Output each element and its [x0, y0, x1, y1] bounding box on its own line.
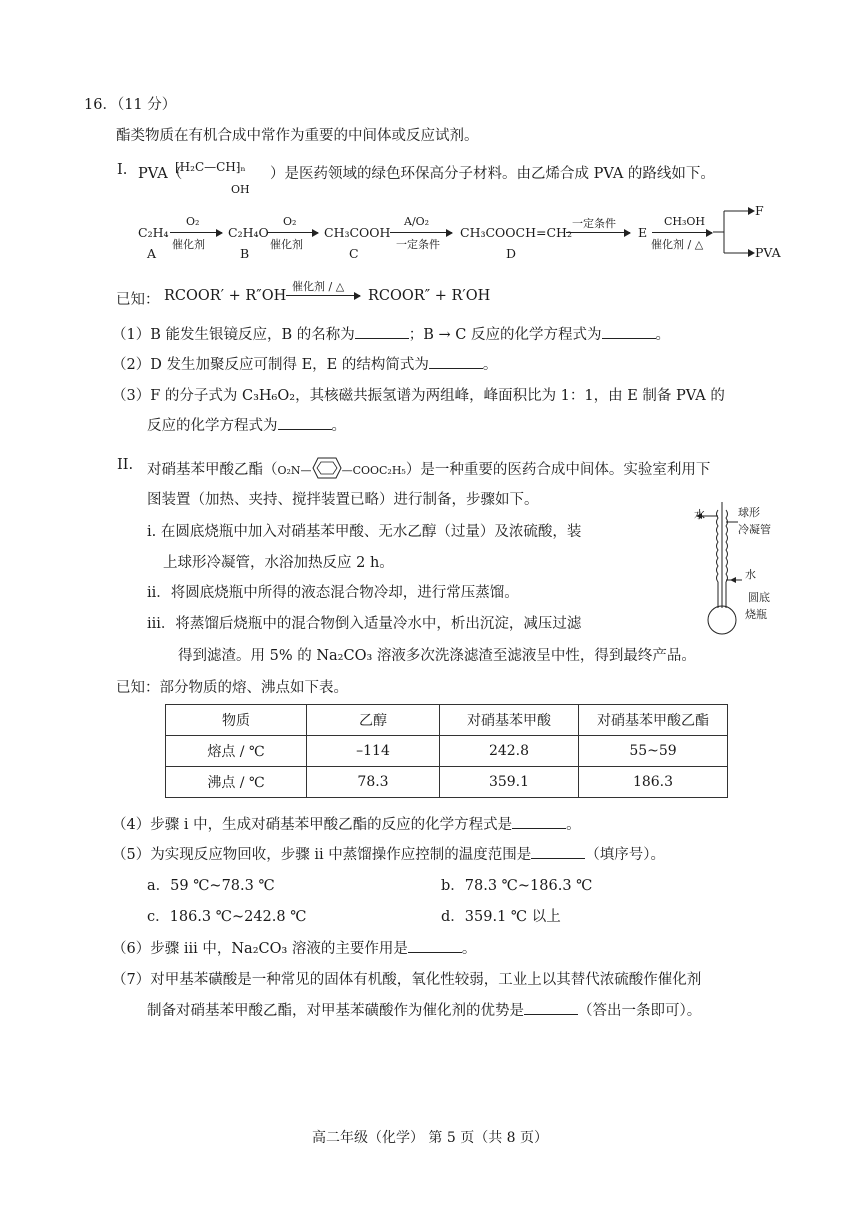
table-cell: 242.8 [440, 736, 579, 767]
q7-line1: （7）对甲基苯磺酸是一种常见的固体有机酸，氧化性较弱，工业上以其替代浓硫酸作催化剂 [112, 972, 702, 988]
mol-right: —COOC₂H₅ [341, 464, 406, 477]
table-cell: 沸点 / ℃ [166, 767, 307, 798]
q6-text-b: 。 [461, 941, 477, 957]
table-row [166, 767, 728, 798]
q3-text-b: 。 [331, 418, 346, 434]
route-ao2: A/O₂ [404, 215, 430, 228]
q1-text-a: （1）B 能发生银镜反应，B 的名称为 [112, 327, 355, 343]
benzene-ring-icon [312, 457, 342, 479]
apparatus-water-side: 水 [745, 568, 756, 581]
part2-line1 [147, 457, 710, 479]
step-iii-line1: iii．将蒸馏后烧瓶中的混合物倒入适量冷水中，析出沉淀，减压过滤 [147, 616, 582, 632]
q6-blank[interactable] [408, 938, 462, 953]
apparatus-condenser-2: 冷凝管 [738, 523, 771, 536]
route-label-c: C [349, 246, 359, 261]
q6-text-a: （6）步骤 iii 中，Na₂CO₃ 溶液的主要作用是 [112, 941, 408, 957]
table-header-cell: 乙醇 [307, 705, 440, 736]
q3-blank[interactable] [278, 415, 332, 430]
q4-line [112, 813, 581, 834]
table-header-cell: 物质 [166, 705, 307, 736]
q1-blank-2[interactable] [602, 324, 656, 339]
apparatus-condenser-1: 球形 [738, 506, 760, 519]
q5-option-d: d．359.1 ℃ 以上 [441, 909, 561, 925]
route-ch3cooh: CH₃COOH [324, 225, 391, 240]
known1-right: RCOOR″ + R′OH [368, 288, 491, 304]
apparatus-flask-1: 圆底 [748, 591, 770, 604]
route-cond-3: 一定条件 [396, 238, 440, 251]
question-number: 16．（11 分） [84, 97, 177, 113]
step-i-line2: 上球形冷凝管，水浴加热反应 2 h。 [163, 555, 394, 571]
route-d-formula: CH₃COOCH=CH₂ [460, 225, 572, 240]
table-header-cell: 对硝基苯甲酸乙酯 [579, 705, 728, 736]
route-arrow-4 [566, 232, 630, 233]
q2-text-a: （2）D 发生加聚反应可制得 E，E 的结构简式为 [112, 357, 429, 373]
known1-left: RCOOR′ + R″OH [164, 288, 287, 304]
q5-option-c: c．186.3 ℃~242.8 ℃ [147, 909, 307, 925]
properties-table [165, 704, 728, 798]
q5-blank[interactable] [531, 844, 585, 859]
route-cond-4: 一定条件 [572, 217, 616, 230]
step-ii: ii．将圆底烧瓶中所得的液态混合物冷却，进行常压蒸馏。 [147, 585, 519, 601]
route-arrow-5 [652, 232, 712, 233]
table-cell: 熔点 / ℃ [166, 736, 307, 767]
q5-line [112, 843, 665, 864]
known1-cond: 催化剂 / △ [292, 280, 345, 293]
q5-option-a: a．59 ℃~78.3 ℃ [147, 878, 275, 894]
table-cell: 186.3 [579, 767, 728, 798]
intro-text: 酯类物质在有机合成中常作为重要的中间体或反应试剂。 [116, 128, 479, 144]
table-header-row [166, 705, 728, 736]
part1-label: I. [117, 162, 128, 178]
apparatus-water-top: 水 [694, 508, 705, 521]
part2-text-a: 对硝基苯甲酸乙酯（ [147, 462, 278, 478]
known2-text: 已知：部分物质的熔、沸点如下表。 [116, 680, 348, 696]
route-cat-2: 催化剂 [270, 238, 303, 251]
part2-line2: 图装置（加热、夹持、搅拌装置已略）进行制备，步骤如下。 [147, 492, 539, 508]
known1-arrow [286, 295, 360, 296]
apparatus-flask-2: 烧瓶 [745, 608, 767, 621]
pva-formula: ⁅H₂C—CH⁆ₙ [175, 160, 246, 174]
q1-text-c: 。 [655, 327, 670, 343]
route-arrow-1 [170, 232, 222, 233]
route-label-pva: PVA [755, 245, 781, 260]
route-cat-5: 催化剂 / △ [651, 238, 704, 251]
q2-text-b: 。 [482, 357, 498, 373]
route-arrow-3 [390, 232, 452, 233]
step-iii-line2: 得到滤渣。用 5% 的 Na₂CO₃ 溶液多次洗涤滤渣至滤液呈中性，得到最终产品。 [178, 648, 696, 664]
known1-label: 已知： [116, 292, 160, 308]
route-arrow-2 [268, 232, 318, 233]
q1-text-b: ；B → C 反应的化学方程式为 [408, 327, 602, 343]
q4-text-a: （4）步骤 i 中，生成对硝基苯甲酸乙酯的反应的化学方程式是 [112, 817, 513, 833]
route-c2h4: C₂H₄ [138, 225, 169, 240]
table-cell: –114 [307, 736, 440, 767]
route-label-e: E [638, 225, 648, 240]
part2-label: II. [117, 457, 134, 473]
step-i-line1: i. 在圆底烧瓶中加入对硝基苯甲酸、无水乙醇（过量）及浓硫酸，装 [147, 524, 582, 540]
q2-line [112, 353, 497, 374]
route-label-d: D [506, 246, 517, 261]
q1-line [112, 323, 670, 344]
route-branch-arrows [712, 203, 757, 259]
q5-text-b: （填序号）。 [585, 847, 665, 863]
q5-option-b: b．78.3 ℃~186.3 ℃ [441, 878, 593, 894]
part1-text-suffix: ）是医药领域的绿色环保高分子材料。由乙烯合成 PVA 的路线如下。 [270, 166, 715, 182]
q4-text-b: 。 [566, 817, 581, 833]
q4-blank[interactable] [512, 814, 566, 829]
q5-text-a: （5）为实现反应物回收，步骤 ii 中蒸馏操作应控制的温度范围是 [112, 847, 532, 863]
mol-left: O₂N— [277, 464, 312, 477]
table-header-cell: 对硝基苯甲酸 [440, 705, 579, 736]
table-cell: 78.3 [307, 767, 440, 798]
part2-text-b: ）是一种重要的医药合成中间体。实验室利用下 [405, 462, 711, 478]
table-cell: 55~59 [579, 736, 728, 767]
route-ch3oh: CH₃OH [664, 215, 706, 228]
q2-blank[interactable] [429, 354, 483, 369]
route-c2h4o: C₂H₄O [228, 225, 269, 240]
q7-text-b: （答出一条即可）。 [578, 1003, 702, 1019]
route-o2-2: O₂ [283, 215, 297, 228]
table-row [166, 736, 728, 767]
part1-text-prefix: PVA（ [138, 166, 183, 182]
q7-blank[interactable] [524, 1000, 578, 1015]
route-label-f: F [755, 203, 764, 218]
q6-line [112, 937, 476, 958]
table-cell: 359.1 [440, 767, 579, 798]
q3-text-a: 反应的化学方程式为 [147, 418, 278, 434]
pva-oh: OH [231, 183, 250, 196]
route-o2-1: O₂ [186, 215, 200, 228]
q1-blank-1[interactable] [355, 324, 409, 339]
q7-line2 [147, 999, 701, 1020]
q3-line1: （3）F 的分子式为 C₃H₆O₂，其核磁共振氢谱为两组峰，峰面积比为 1：1，由 E 制备 PVA 的 [112, 388, 725, 404]
q3-line2 [147, 414, 346, 435]
q7-text-a: 制备对硝基苯甲酸乙酯，对甲基苯磺酸作为催化剂的优势是 [147, 1003, 524, 1019]
page-footer: 高二年级（化学） 第 5 页（共 8 页） [311, 1130, 549, 1146]
route-label-b: B [240, 246, 250, 261]
route-label-a: A [147, 246, 157, 261]
route-cat-1: 催化剂 [172, 238, 205, 251]
